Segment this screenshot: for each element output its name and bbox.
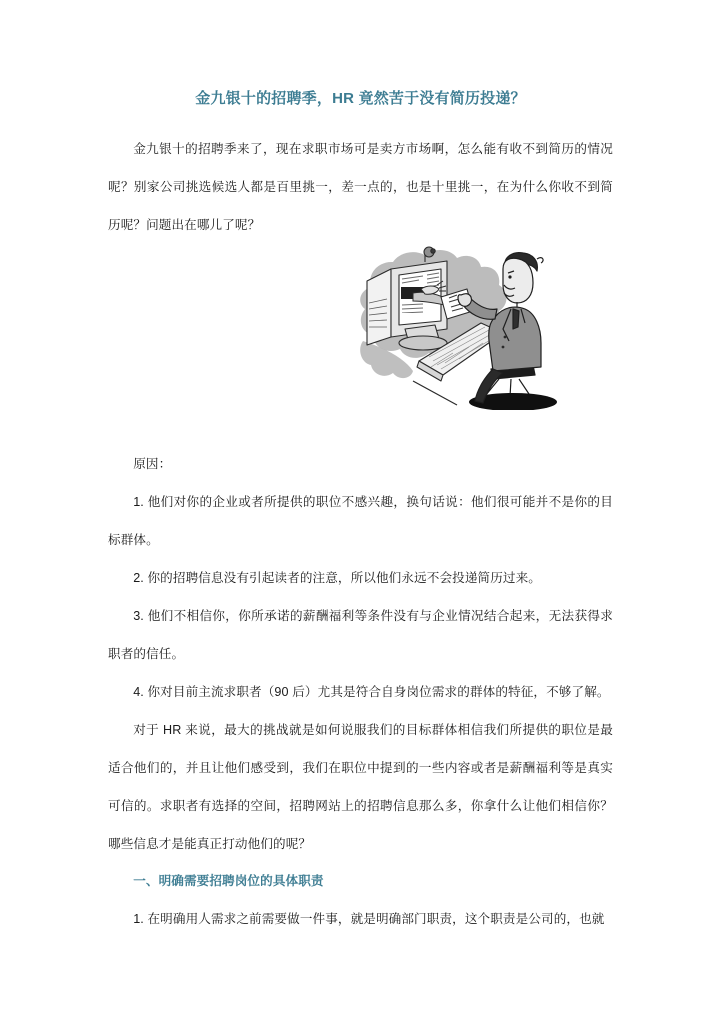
page-title: 金九银十的招聘季，HR 竟然苦于没有简历投递？ [195, 90, 526, 107]
reason-item-3: 3. 他们不相信你，你所承诺的薪酬福利等条件没有与企业情况结合起来，无法获得求职者的信任。 [108, 609, 613, 661]
challenge-paragraph: 对于 HR 来说，最大的挑战就是如何说服我们的目标群体相信我们所提供的职位是最适合他们的，并且让他们感受到，我们在职位中提到的一些内容或者是薪酬福利等是真实可信的。求职者有选择的空间，招聘网站上的招聘信息那么多，你拿什么让他们相信你？哪些信息才是能真正打动他们的呢？ [108, 723, 613, 851]
reasons-label: 原因： [133, 457, 172, 471]
illustration-computer-handing-resume [353, 245, 608, 410]
reason-item-2: 2. 你的招聘信息没有引起读者的注意，所以他们永远不会投递简历过来。 [133, 571, 541, 585]
reason-item-1: 1. 他们对你的企业或者所提供的职位不感兴趣，换句话说：他们很可能并不是你的目标群体。 [108, 495, 613, 547]
section-1-item-1: 1. 在明确用人需求之前需要做一件事，就是明确部门职责，这个职责是公司的，也就 [133, 912, 605, 926]
section-heading-1: 一、明确需要招聘岗位的具体职责 [133, 874, 324, 888]
reason-item-4: 4. 你对目前主流求职者（90 后）尤其是符合自身岗位需求的群体的特征，不够了解。 [133, 685, 610, 699]
intro-paragraph: 金九银十的招聘季来了，现在求职市场可是卖方市场啊，怎么能有收不到简历的情况呢？别家公司挑选候选人都是百里挑一，差一点的，也是十里挑一，在为什么你收不到简历呢？问题出在哪儿了呢？ [108, 142, 613, 232]
